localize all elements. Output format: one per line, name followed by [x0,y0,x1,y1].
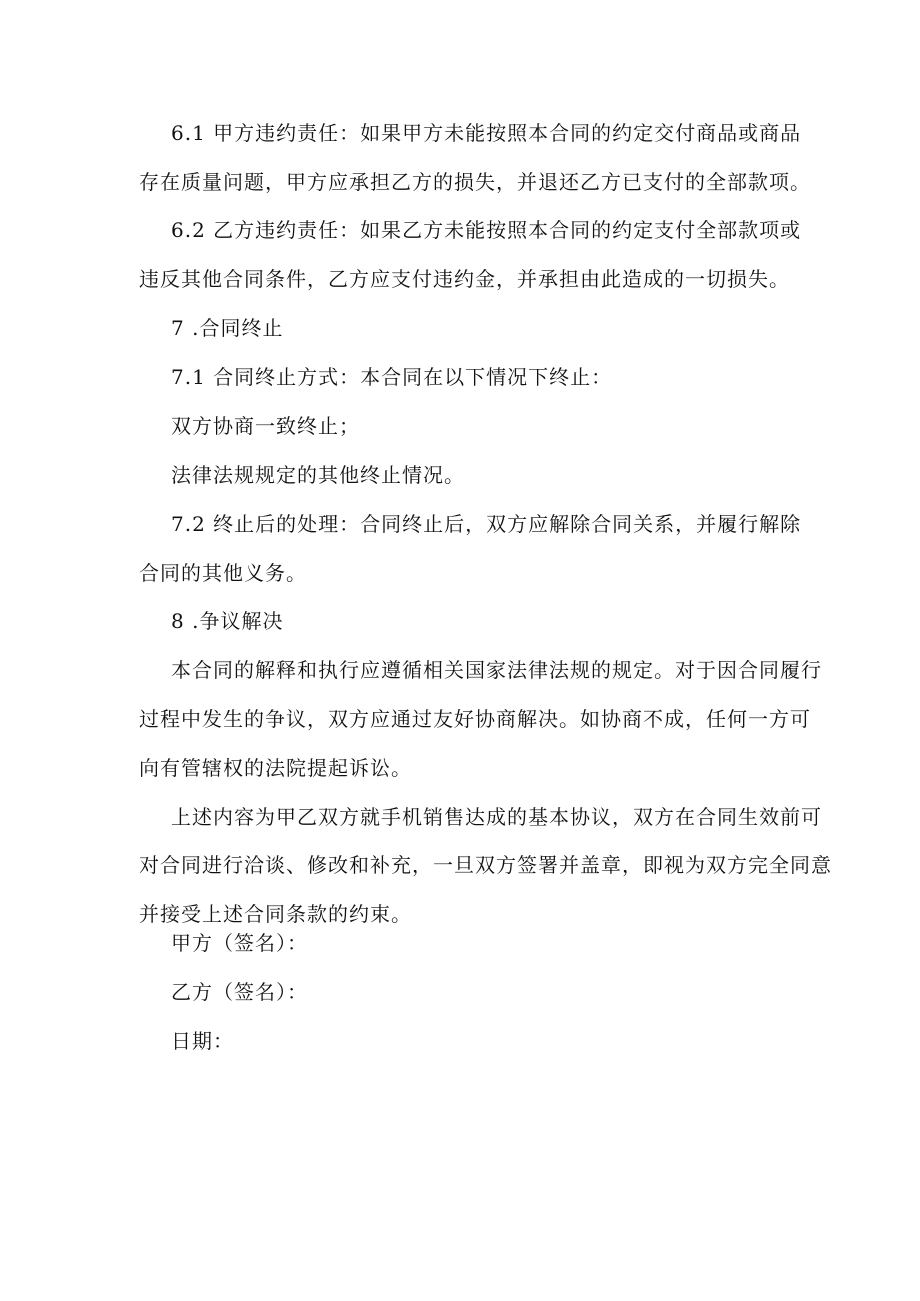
clause-6-2-line-1: 6.2 乙方违约责任：如果乙方未能按照本合同的约定支付全部款项或 [171,218,802,242]
date-field: 日期： [171,1029,234,1053]
clause-7-1-item-1: 双方协商一致终止； [171,414,360,438]
clause-7-1-item-2: 法律法规规定的其他终止情况。 [171,463,465,487]
section-8-line-1: 本合同的解释和执行应遵循相关国家法律法规的规定。对于因合同履行 [171,658,822,682]
clause-7-1: 7.1 合同终止方式：本合同在以下情况下终止： [171,365,613,389]
section-8-line-3: 向有管辖权的法院提起诉讼。 [139,756,412,780]
clause-6-1-line-2: 存在质量问题，甲方应承担乙方的损失，并退还乙方已支付的全部款项。 [139,170,811,194]
clause-7-2-line-1: 7.2 终止后的处理：合同终止后，双方应解除合同关系，并履行解除 [171,512,802,536]
clause-6-1-line-1: 6.1 甲方违约责任：如果甲方未能按照本合同的约定交付商品或商品 [171,121,802,145]
section-8-line-2: 过程中发生的争议，双方应通过友好协商解决。如协商不成，任何一方可 [139,707,811,731]
clause-6-2-line-2: 违反其他合同条件，乙方应支付违约金，并承担由此造成的一切损失。 [139,267,790,291]
closing-line-3: 并接受上述合同条款的约束。 [139,902,412,926]
party-a-signature: 甲方（签名）： [171,931,308,955]
clause-7-2-line-2: 合同的其他义务。 [139,561,307,585]
section-7-heading: 7 .合同终止 [171,316,284,340]
section-8-heading: 8 .争议解决 [171,609,284,633]
closing-line-1: 上述内容为甲乙双方就手机销售达成的基本协议，双方在合同生效前可 [171,805,822,829]
party-b-signature: 乙方（签名）： [171,980,308,1004]
closing-line-2: 对合同进行洽谈、修改和补充，一旦双方签署并盖章，即视为双方完全同意 [139,853,832,877]
